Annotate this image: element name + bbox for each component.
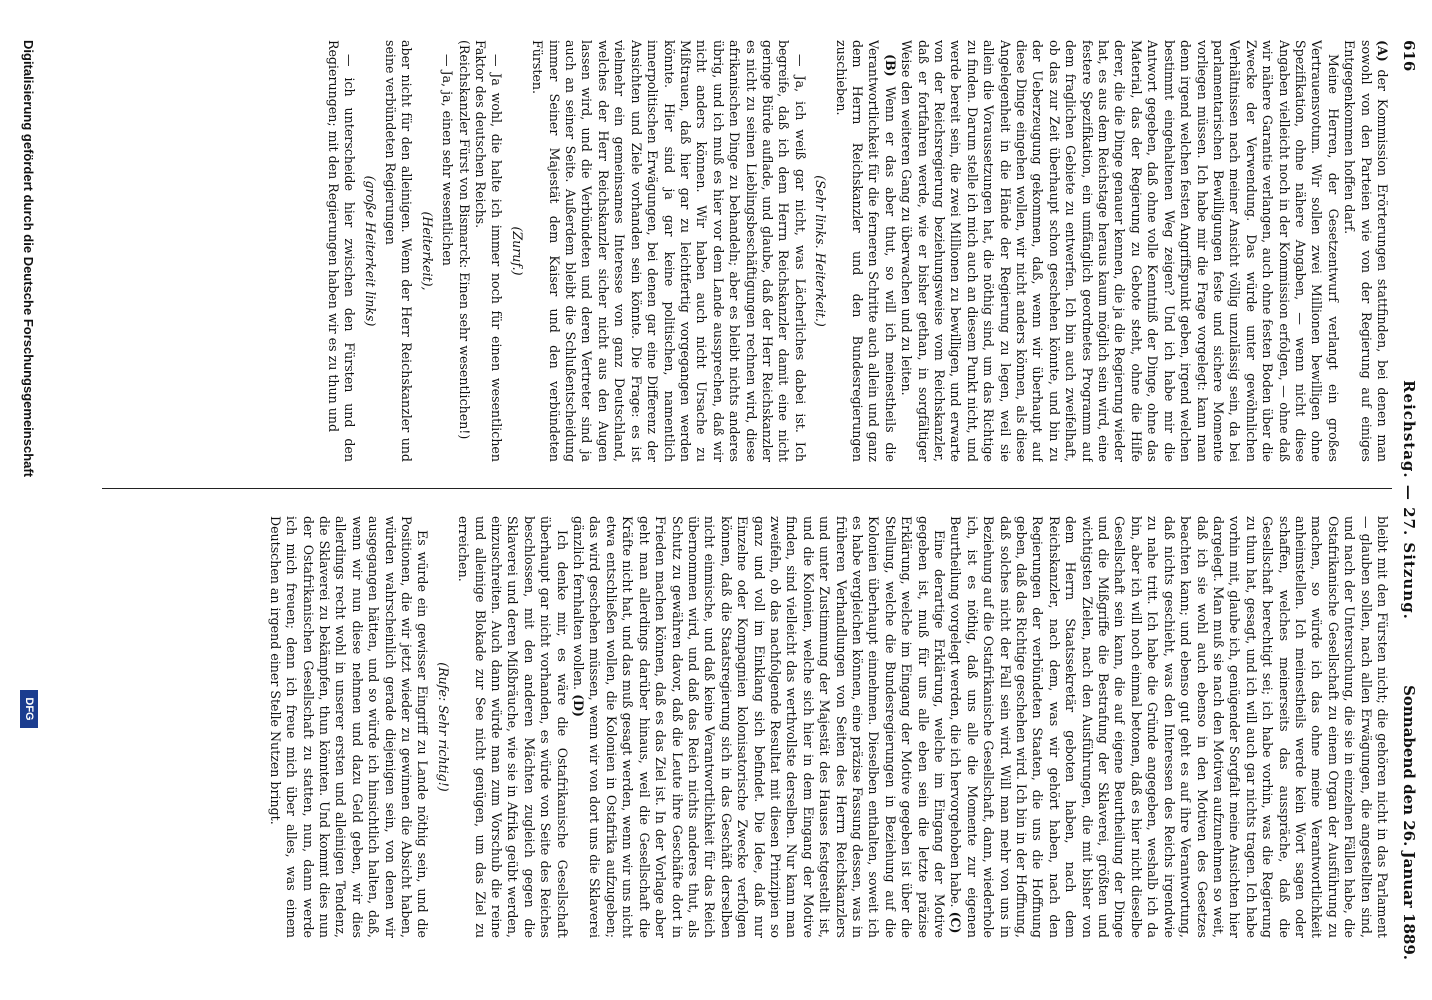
margin-marker-c: (C) bbox=[948, 911, 964, 934]
session-date: Sonnabend den 26. Januar 1889. bbox=[1400, 685, 1418, 960]
page-header bbox=[1396, 40, 1418, 960]
interjection: (Sehr links. Heiterkeit.) bbox=[813, 175, 829, 327]
interjection: (Heiterkeit), bbox=[419, 211, 435, 291]
interjection: (große Heiterkeit links) bbox=[362, 175, 378, 327]
left-paragraph: Meine Herren, der Gesetzentwurf verlangt ein großes Vertrauensvotum. Wir sollen zwei Millionen bewilligen ohne Spezifikation, ohne nähere Angaben, — wenn nicht diese Angaben vielleicht noch in der Kommission erfolgen, — ohne daß wir nähere Garantie verlangen, auch ohne festen Boden über die Zwecke der Verwendung. Das würde unter gewöhnlichen Verhältnissen nach meiner Ansicht völlig unzulässig sein, da bei parlamentarischen Bewilligungen feste und sichere Momente vorliegen müssen. Ich habe mir die Frage vorgelegt: kann man denn irgend welchen festen Angriffspunkt geben, irgend welchen bestimmt eingehaltenen Weg zeigen? Und ich habe mir die Antwort gegeben, daß ohne volle Kenntniß der Dinge, ohne das Material, das der Regierung zu Gebote steht, ohne die Hilfe derer, die die Dinge genauer kennen, die ja die Regierung wieder hat, es aus dem Reichstage heraus kaum möglich sein wird, eine festere Spezifikation, ein umfänglich geordnetes Programm auf dem fraglichen Gebiete zu entwerfen. Ich bin auch zweifelhaft, ob das zur Zeit überhaupt schon geschehen könnte, und bin zu der Ueberzeugung gekommen, daß, wenn wir überhaupt auf diese Dinge eingehen wollen, wir nicht anders können, als diese Angelegenheit in die Hände der Regierung zu legen, weil sie allein die Voraussetzungen hat, die nöthig sind, um das Richtige zu finden. Darum stelle ich mich auch an diesem Punkt nicht, und werde bereit sein, die zwei Millionen zu bewilligen, und erwarte von der Reichsregierung beziehungsweise vom Reichskanzler, daß er fortfahren werde, wie er bisher gethan, in sorgfältiger Weise den weiteren Gang zu überwachen und zu leiten. bbox=[899, 40, 1341, 462]
dfg-logo: DFG bbox=[20, 690, 38, 728]
left-column bbox=[100, 40, 1390, 462]
interjection: (Rufe: Sehr richtig!) bbox=[435, 662, 451, 792]
right-paragraph: Ich denke mir, es wäre die Ostafrikanische Gesellschaft überhaupt gar nicht vorhanden, es würde von Seite des Reiches beschlossen, mit den anderen Mächten zugleich gegen die Sklaverei und deren Mißbräuche, wie sie in Afrika geübt werden, einzuschreiten. Auch dann würde man zum Vorschub die reine und alleinige Blokade zur See nicht genügen, um das Ziel zu erreichen. bbox=[456, 516, 570, 938]
column-divider bbox=[102, 488, 1392, 489]
right-column bbox=[100, 516, 1390, 938]
funding-note: Digitalisierung gefördert durch die Deutsche Forschungsgemeinschaft bbox=[21, 40, 36, 478]
left-paragraph: (B) Wenn er das aber thut, so will ich meinestheils die Verantwortlichkeit für die ferneren Schritte auch allein und ganz dem Herrn Reichskanzler und den Bundesregierungen zuschieben. bbox=[833, 40, 898, 462]
margin-marker-a: (A) bbox=[1375, 40, 1390, 62]
interjection: (Zuruf.) bbox=[509, 226, 525, 276]
left-paragraph: — Ja wohl, die halte ich immer noch für einen wesentlichen Faktor des deutschen Reichs. bbox=[473, 40, 505, 462]
right-paragraph: bleibt mit den Fürsten nicht; die gehören nicht in das Parlament — glauben sollen, nach allen Erwägungen, die angestellten sind, und nach der Untersuchung, die sie in einzelnen Fällen habe, die Ostafrikanische Gesellschaft zu einem Organ der Ausführung zu machen, so würde ich das ohne meine Verantwortlichkeit anheimstellen. Ich meinestheils werde kein Wort sagen oder schaffen, welches meinerseits das ausspräche, daß die Gesellschaft berechtigt sei; ich habe vorhin, was die Regierung zu thun hat, gesagt, und ich will auch gar nichts tragen. Ich habe vorhin mit, glaube ich, genügender Sorgfalt meine Ansichten hier dargelegt. Man muß sie nach den Motiven aufzunehmen so weit, daß ich sie wohl auch ebenso in den Motiven des Gesetzes beachten kann; und ebenso gut geht es auf ihre Verantwortung, daß nichts geschieht, was den Interessen des Reichs irgendwie zu nahe tritt. Ich habe die Gründe angegeben, weshalb ich da bin, aber ich will noch einmal betonen, daß es hier nicht dieselbe Gesellschaft sein kann, die auf eigene Beurtheilung der Dinge und die Mißgriffe die Bestrafung der Sklaverei, größten und wichtigsten Zielen, nach den Ausführungen, die mit bisher von dem Herrn Staatssekretär geboten haben, nach dem Reichskanzler, nach dem, was wir gehört haben, nach den Regierungen der verbündeten Staaten, die uns die Hoffnung geben, daß das Richtige geschehen wird. Ich bin in der Hoffnung, daß solches nicht der Fall sein wird. Will man mehr von uns in Beziehung auf die Ostafrikanische Gesellschaft, dann, wiederhole ich, ist es nöthig, daß uns alle die Momente zur eigenen Beurtheilung vorgelegt werden, die ich hervorgehoben habe. (C) bbox=[948, 516, 1390, 938]
margin-marker-d: (D) bbox=[571, 694, 587, 717]
left-paragraph: — ich unterscheide hier zwischen den Fürsten und den Regierungen; mit den Regierungen haben wir es zu thun und bbox=[325, 40, 358, 462]
right-paragraph: Es würde ein gewisser Eingriff zu Lande nöthig sein, und die Positionen, die wir jetzt wieder zu gewinnen die Absicht haben, würden wahrscheinlich gerade diejenigen sein, von denen wir ausgegangen hätten, und so würde ich hinsichtlich halten, daß, wenn wir nun diese nehmen und dazu Geld geben, wir dies allerdings recht wohl in unserer ersten und alleinigen Tendenz, die Sklaverei zu bekämpfen, thun könnten. Und kommt dies nun der Ostafrikanischen Gesellschaft zu statten, nun, dann werde ich mich freuen; denn ich freue mich über alles, was einem Deutschen an irgend einer Stelle Nutzen bringt. bbox=[267, 516, 431, 938]
left-paragraph: (A) der Kommission Erörterungen stattfinden, bei denen man sowohl von den Parteien wie von der Regierung auf einiges Entgegenkommen hoffen darf. bbox=[1342, 40, 1390, 462]
statement: (Reichskanzler Fürst von Bismarck: Einen sehr wesentlichen!) bbox=[456, 40, 472, 440]
margin-marker-b: (B) bbox=[882, 54, 898, 77]
left-paragraph: — Ja, ja, einen sehr wesentlichen bbox=[440, 54, 456, 266]
digitization-note bbox=[14, 40, 40, 960]
page-number: 616 bbox=[1400, 40, 1418, 72]
left-paragraph: — Ja, ich weiß gar nicht, was Lächerliches dabei ist. Ich begreife, daß ich dem Herrn Reichskanzler damit eine nicht geringe Bürde auflade, und glaube, daß der Herr Reichskanzler es nicht zu seinen Lieblingsbeschäftigungen rechnen wird, diese afrikanischen Dinge zu behandeln; aber es bleibt nichts anderes übrig, und ich muß es hier vor dem Lande aussprechen, daß wir nicht anders können. Wir haben auch nicht Ursache zu Mißtrauen, daß hier gar zu leichtfertig vorgegangen werden könnte. Hier sind ja gar keine politischen, namentlich innerpolitischen Erwägungen, bei denen gar eine Differenz der Ansichten und Ziele vorhanden sein könnte. Die Frage: es ist vielmehr ein gemeinsames Interesse von ganz Deutschland, welches der Herr Reichskanzler sicher nicht aus den Augen lassen wird, und die Verbündeten und deren Vertreter sind ja auch an seiner Seite. Außerdem bleibt die Schlußentscheidung immer Seiner Majestät dem Kaiser und den verbündeten Fürsten. bbox=[530, 40, 808, 462]
right-paragraph: Eine derartige Erklärung, welche im Eingang der Motive gegeben ist, muß für uns alle eben sein die letzte präzise Erklärung, welche im Eingang der Motive gegeben ist über die Stellung, welche die Bundesregierungen in Beziehung auf die Kolonien überhaupt einnehmen. Dieselben enthalten, soweit ich es habe vergleichen können, eine präzise Fassung dessen, was in früheren Verhandlungen von Seiten des Herrn Reichskanzlers und unter Zustimmung der Majestät des Hauses festgestellt ist, und die Kolonien, welche sich hier in dem Eingang der Motive finden, sind vielleicht das werthvollste derselben. Nur kann man zweifeln, ob das nachfolgende Resultat mit diesen Prinzipien so ganz und voll im Einklang sich befindet. Die Idee, daß nur Einzelne oder Kompagnien kolonisatorische Zwecke verfolgen können, daß die Staatsregierung sich in das Geschäft derselben nicht einmische, und daß keine Verantwortlichkeit für das Reich übernommen wird, und daß das Reich nichts anderes thut, als Schutz zu gewähren davor, daß die Leute ihre Geschäfte dort in Frieden machen können, daß es das Ziel ist. In der Vorlage aber geht man allerdings darüber hinaus, weil die Gesellschaft die Kräfte nicht hat, und das muß gesagt werden, wenn wir uns nicht etwa entschließen wollen, die Kolonien in Ostafrika aufzugeben; das wird geschehen müssen, wenn wir von dort uns die Sklaverei gänzlich fernhalten wollen. (D) bbox=[571, 516, 948, 938]
page-title: Reichstag. — 27. Sitzung. bbox=[1400, 380, 1418, 620]
left-paragraph: aber nicht für den alleinigen. Wenn der Herr Reichskanzler und seine verbündeten Regierungen bbox=[383, 40, 415, 462]
